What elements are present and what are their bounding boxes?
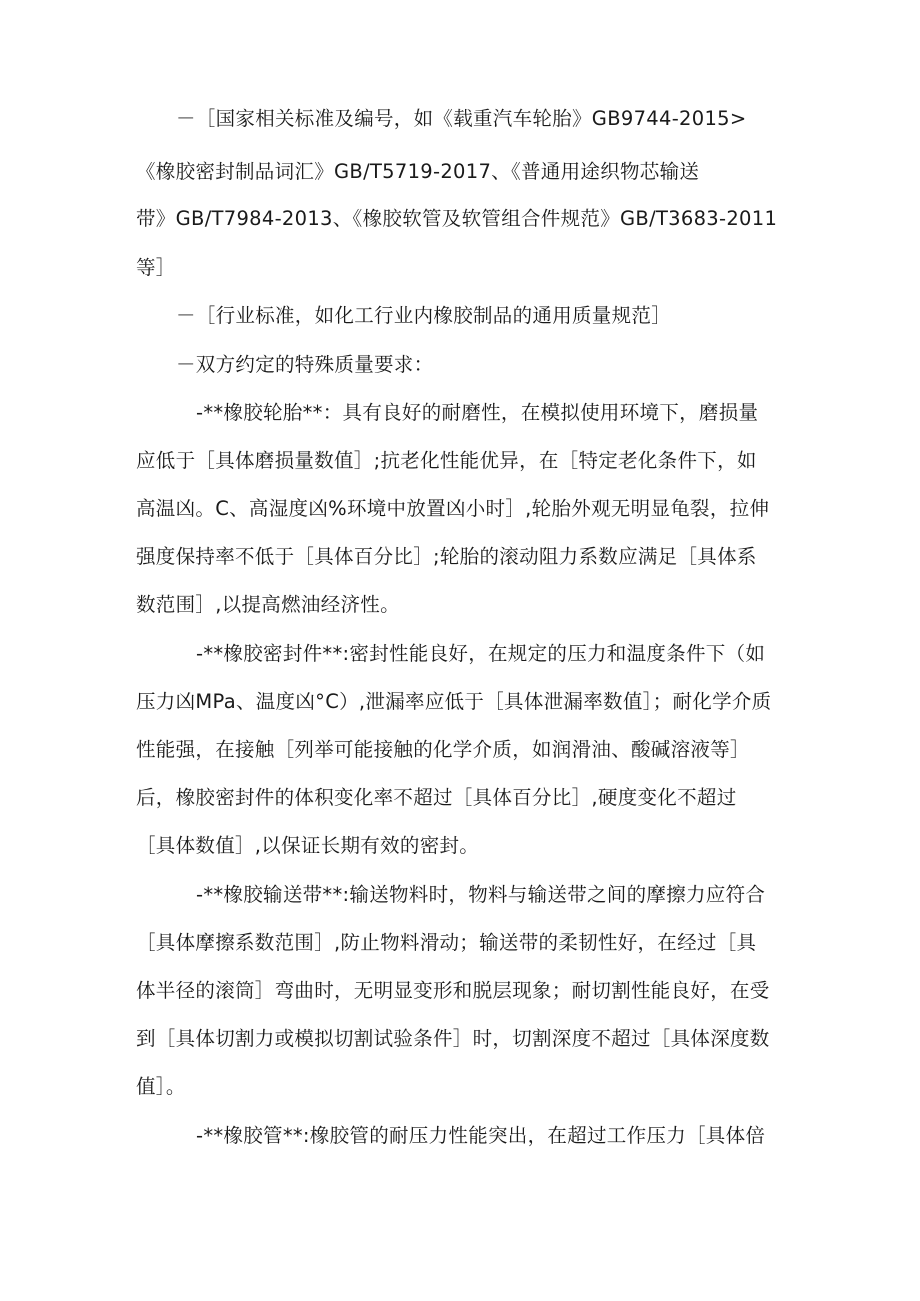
text-line: 《橡胶密封制品词汇》GB/T5719-2017、《普通用途织物芯输送 <box>136 160 700 183</box>
text-line: －［国家相关标准及编号，如《载重汽车轮胎》GB9744-2015> <box>176 107 747 130</box>
text-line: -**橡胶密封件**:密封性能良好，在规定的压力和温度条件下（如 <box>196 642 766 665</box>
text-line: 数范围］,以提高燃油经济性。 <box>136 593 400 616</box>
text-line: 体半径的滚筒］弯曲时，无明显变形和脱层现象；耐切割性能良好，在受 <box>136 979 770 1002</box>
text-line: -**橡胶轮胎**：具有良好的耐磨性，在模拟使用环境下，磨损量 <box>196 401 759 424</box>
text-line: 应低于［具体磨损量数值］;抗老化性能优异，在［特定老化条件下，如 <box>136 449 757 472</box>
text-line: －双方约定的特殊质量要求： <box>176 353 434 376</box>
text-line: 等］ <box>136 256 176 279</box>
text-line: -**橡胶管**:橡胶管的耐压力性能突出，在超过工作压力［具体倍 <box>196 1124 766 1147</box>
text-line: ［具体数值］,以保证长期有效的密封。 <box>136 834 480 857</box>
text-line: 后，橡胶密封件的体积变化率不超过［具体百分比］,硬度变化不超过 <box>136 786 737 809</box>
text-line: 到［具体切割力或模拟切割试验条件］时，切割深度不超过［具体深度数 <box>136 1027 770 1050</box>
text-line: 高温凶。C、高湿度凶%环境中放置凶小时］,轮胎外观无明显龟裂，拉伸 <box>136 497 770 520</box>
text-line: -**橡胶输送带**:输送物料时，物料与输送带之间的摩擦力应符合 <box>196 883 766 906</box>
text-line: －［行业标准，如化工行业内橡胶制品的通用质量规范］ <box>176 304 672 327</box>
text-line: 强度保持率不低于［具体百分比］;轮胎的滚动阻力系数应满足［具体系 <box>136 545 757 568</box>
text-line: 值］。 <box>136 1075 186 1098</box>
text-line: 压力凶MPa、温度凶°C）,泄漏率应低于［具体泄漏率数值］；耐化学介质 <box>136 690 772 713</box>
text-line: ［具体摩擦系数范围］,防止物料滑动；输送带的柔韧性好，在经过［具 <box>136 931 757 954</box>
text-line: 性能强，在接触［列举可能接触的化学介质，如润滑油、酸碱溶液等］ <box>136 738 750 761</box>
text-line: 带》GB/T7984-2013、《橡胶软管及软管组合件规范》GB/T3683-2011 <box>136 207 778 230</box>
